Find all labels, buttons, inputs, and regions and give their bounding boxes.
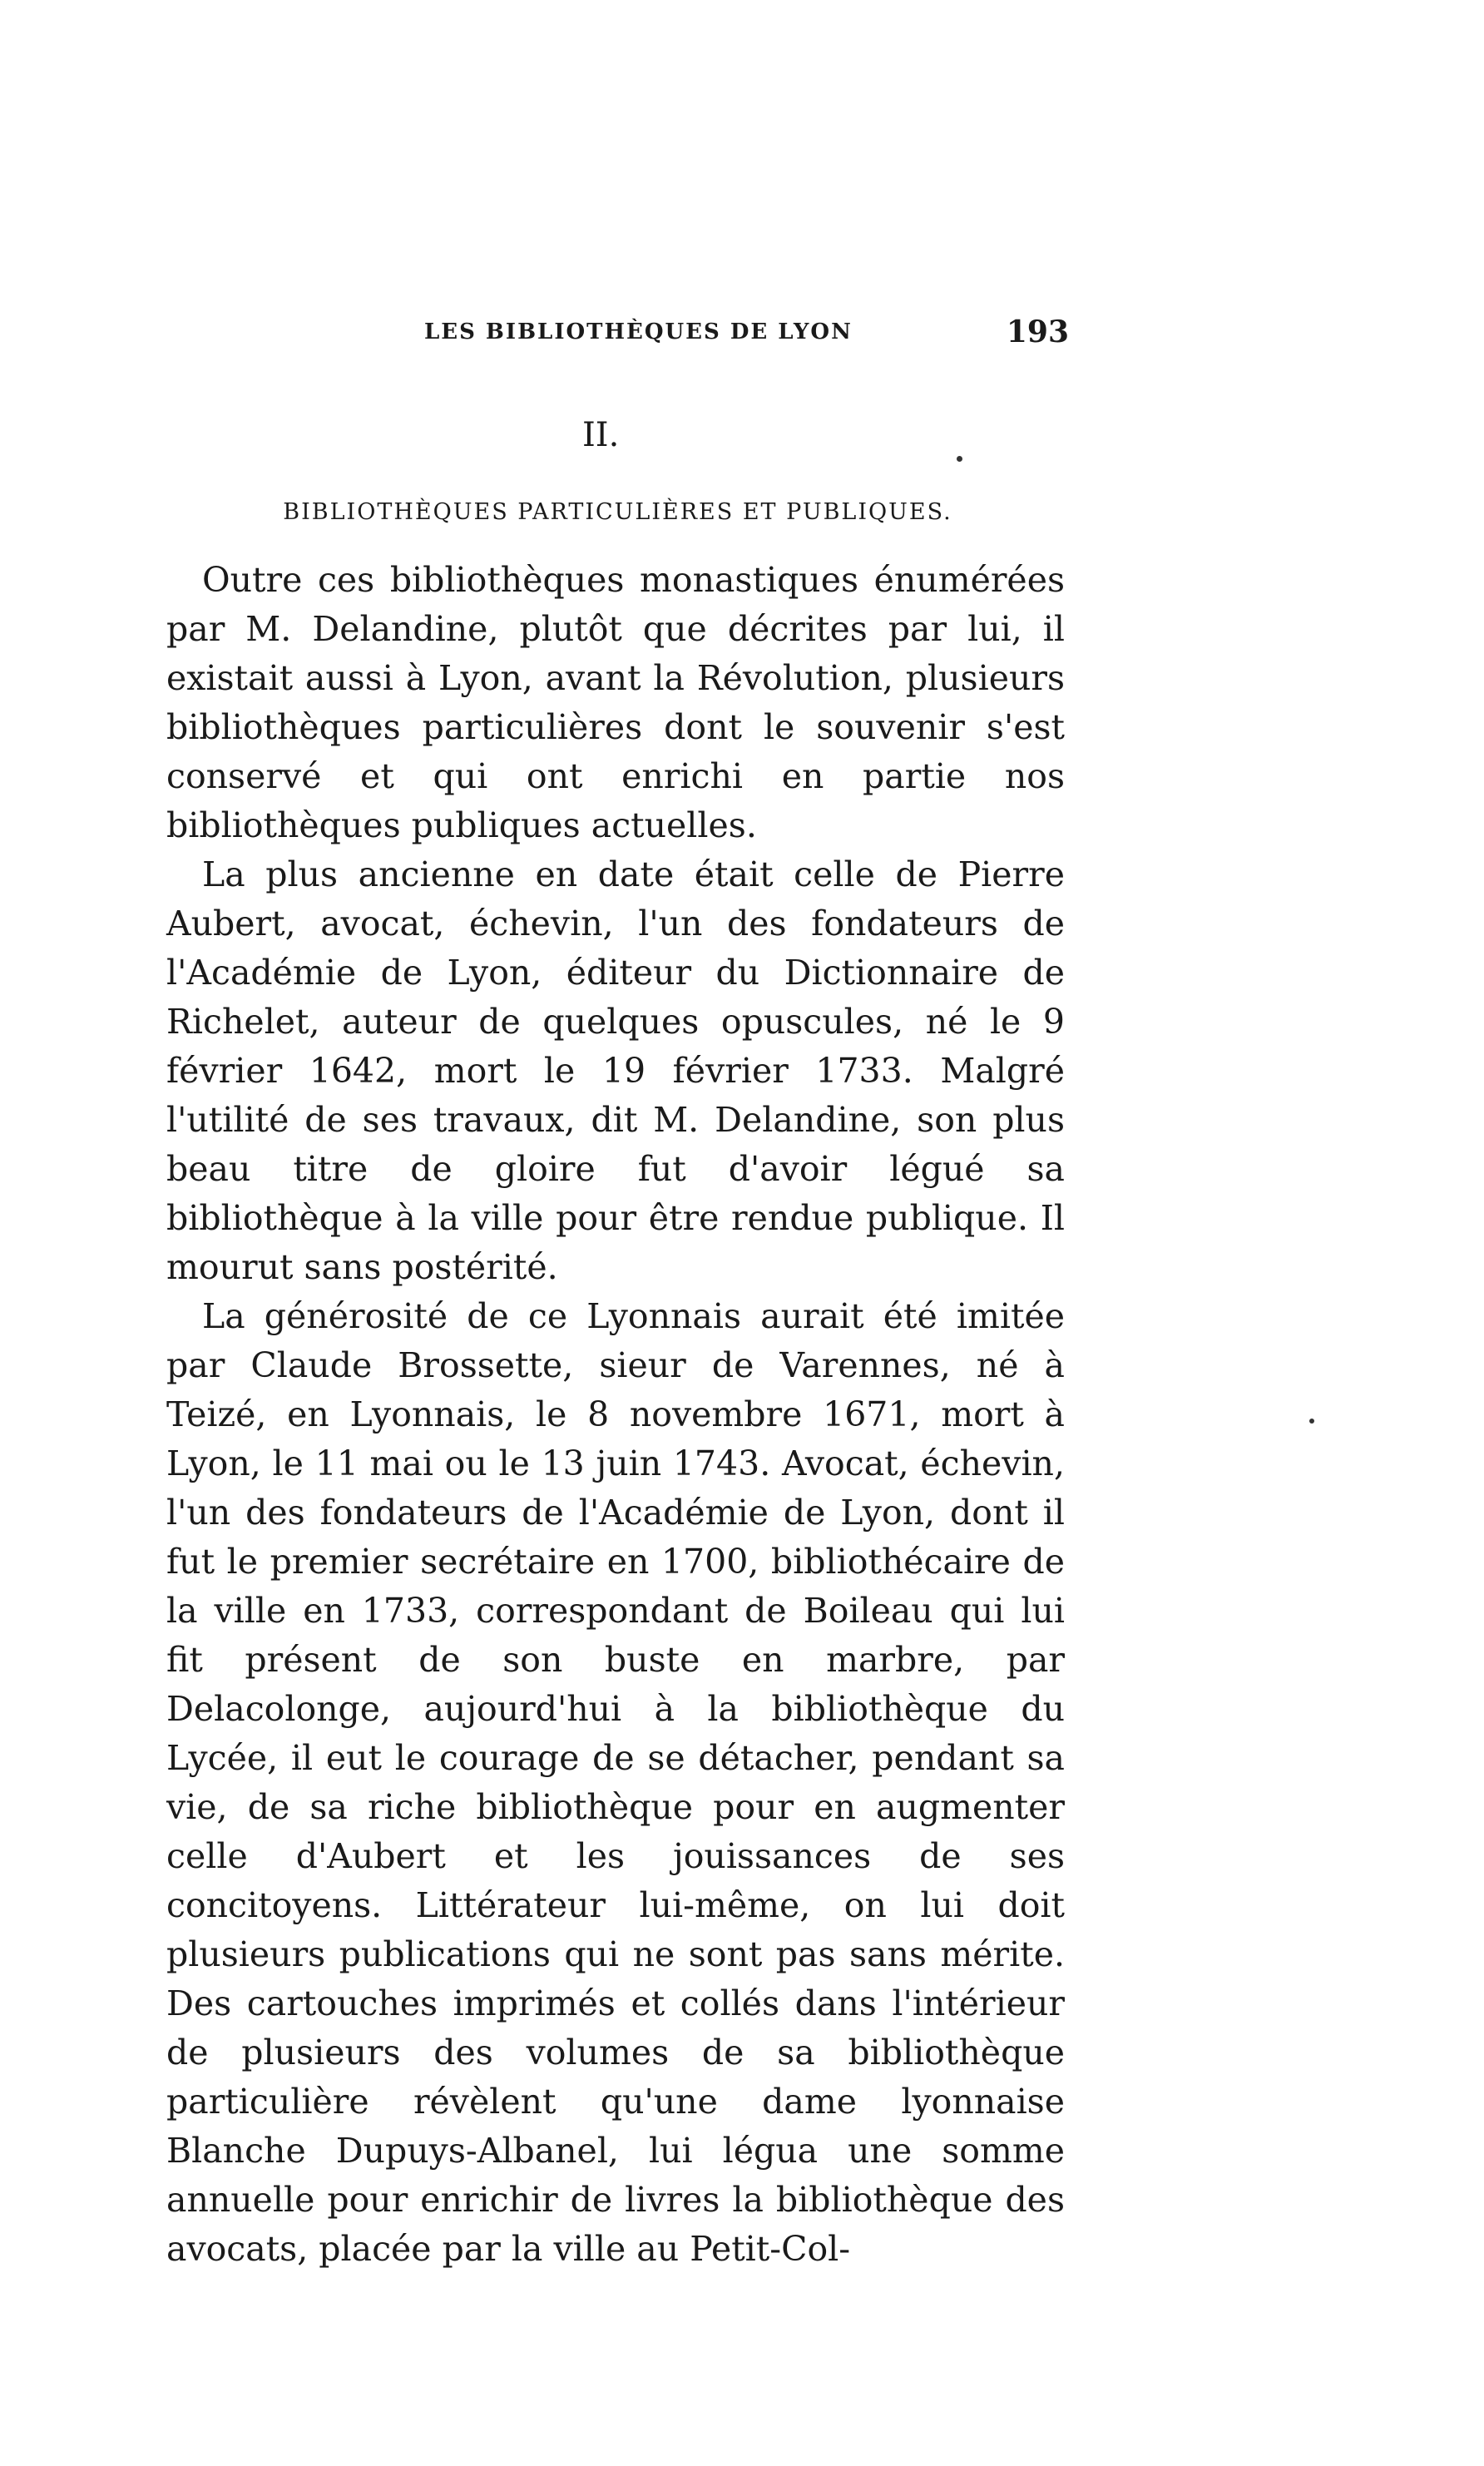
running-title: LES BIBLIOTHÈQUES DE LYON [424, 319, 853, 344]
ink-speck [957, 456, 962, 462]
page-number: 193 [1006, 314, 1069, 349]
paragraph-1: Outre ces bibliothèques monastiques énumérées par M. Delandine, plutôt que décrites par lui, il existait aussi à Lyon, avant la Révolution, plusieurs bibliothèques particulières dont le souvenir s'est conservé et qui ont enrichi en partie nos bibliothèques publiques actuelles. [166, 560, 1065, 845]
paragraph-2: La plus ancienne en date était celle de Pierre Aubert, avocat, échevin, l'un des fondateurs de l'Académie de Lyon, éditeur du Dictionnaire de Richelet, auteur de quelques opuscules, né le 9 février 1642, mort le 19 février 1733. Malgré l'utilité de ses travaux, dit M. Delandine, son plus beau titre de gloire fut d'avoir légué sa bibliothèque à la ville pour être rendue publique. Il mourut sans postérité. [166, 854, 1065, 1287]
paragraph-3: La générosité de ce Lyonnais aurait été imitée par Claude Brossette, sieur de Varennes, né à Teizé, en Lyonnais, le 8 novembre 1671, mort à Lyon, le 11 mai ou le 13 juin 1743. Avocat, échevin, l'un des fondateurs de l'Académie de Lyon, dont il fut le premier secrétaire en 1700, bibliothécaire de la ville en 1733, correspondant de Boileau qui lui fit présent de son buste en marbre, par Delacolonge, aujourd'hui à la bibliothèque du Lycée, il eut le courage de se détacher, pendant sa vie, de sa riche bibliothèque pour en augmenter celle d'Aubert et les jouissances de ses concitoyens. Littérateur lui-même, on lui doit plusieurs publications qui ne sont pas sans mérite. Des cartouches imprimés et collés dans l'intérieur de plusieurs des volumes de sa bibliothèque particulière révèlent qu'une dame lyonnaise Blanche Dupuys-Albanel, lui légua une somme annuelle pour enrichir de livres la bibliothèque des avocats, placée par la ville au Petit-Col- [166, 1296, 1065, 2269]
ink-speck [1309, 1419, 1314, 1424]
section-number: II. [582, 416, 620, 454]
section-title: BIBLIOTHÈQUES PARTICULIÈRES ET PUBLIQUES. [283, 499, 952, 525]
body-text [166, 556, 1065, 2274]
running-head [166, 314, 1069, 356]
